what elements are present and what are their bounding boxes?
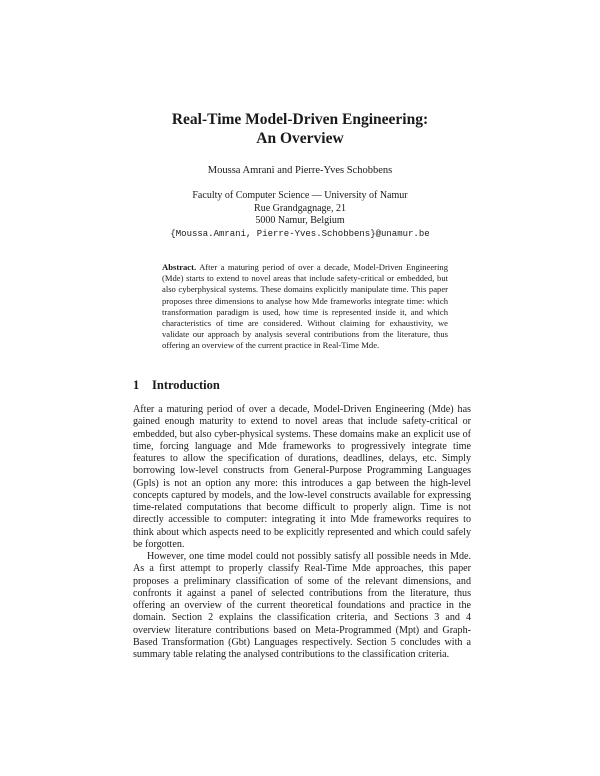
abstract — [162, 262, 448, 352]
section-heading — [133, 378, 220, 393]
abstract-label: Abstract. — [162, 262, 197, 272]
authors: Moussa Amrani and Pierre-Yves Schobbens — [207, 165, 393, 176]
affiliation-line-3: 5000 Namur, Belgium — [255, 215, 345, 226]
affiliation-line-2: Rue Grandgagnage, 21 — [254, 202, 346, 214]
paragraph: However, one time model could not possibly satisfy all possible needs in Mde. As a first attempt to properly classify Real-Time Mde approaches, this paper proposes a preliminary classification of some of the relevant dimensions, and confronts it against a panel of selected contributions from the literature, thus offering an overview of the current theoretical foundations and practice in the domain. Section 2 explains the classification criteria, and Sections 3 and 4 overview literature contributions based on Meta-Programmed (Mpt) and Graph-Based Transformation (Gbt) Languages respectively. Section 5 concludes with a summary table relating the analysed contributions to the classification criteria. — [133, 551, 471, 660]
affiliation-line-1: Faculty of Computer Science — University of Namur — [192, 190, 408, 201]
paragraph: After a maturing period of over a decade, Model-Driven Engineering (Mde) has gained enough maturity to extend to novel areas that include safety-critical or embedded, but also cyber-physical systems. These domains make an explicit use of time, forcing language and Mde frameworks to progressively integrate time features to allow the specification of durations, deadlines, delays, etc. Simply borrowing low-level constructs from General-Purpose Programming Languages (Gpls) is not an option any more: this introduces a gap between the high-level concepts captured by models, and the low-level constructs available for expressing time-related computations that become difficult to properly align. Time is not directly accessible to computer: integrating it into Mde frameworks requires to think about which aspects need to be explicitly represented and which could safely be forgotten. — [133, 404, 471, 550]
author-emails: {Moussa.Amrani, Pierre-Yves.Schobbens}@unamur.be — [170, 228, 430, 239]
affiliation — [0, 190, 600, 240]
paper-title — [0, 110, 600, 148]
title-line-2: An Overview — [256, 130, 344, 147]
title-line-1: Real-Time Model-Driven Engineering: — [171, 111, 429, 128]
section-body — [133, 404, 471, 661]
section-number: 1 — [133, 378, 140, 392]
abstract-text: After a maturing period of over a decade, Model-Driven Engineering (Mde) starts to extend to novel areas that include safety-critical or embedded, but also cyberphysical systems. These domains explicitly manipulate time. This paper proposes three dimensions to analyse how Mde frameworks integrate time: which transformation paradigm is used, how time is represented inside it, and which characteristics of time are considered. Without claiming for exhaustivity, we validate our approach by analysis several contributions from the literature, thus offering an overview of the current practice in Real-Time Mde. — [162, 262, 448, 351]
section-title: Introduction — [152, 378, 220, 392]
